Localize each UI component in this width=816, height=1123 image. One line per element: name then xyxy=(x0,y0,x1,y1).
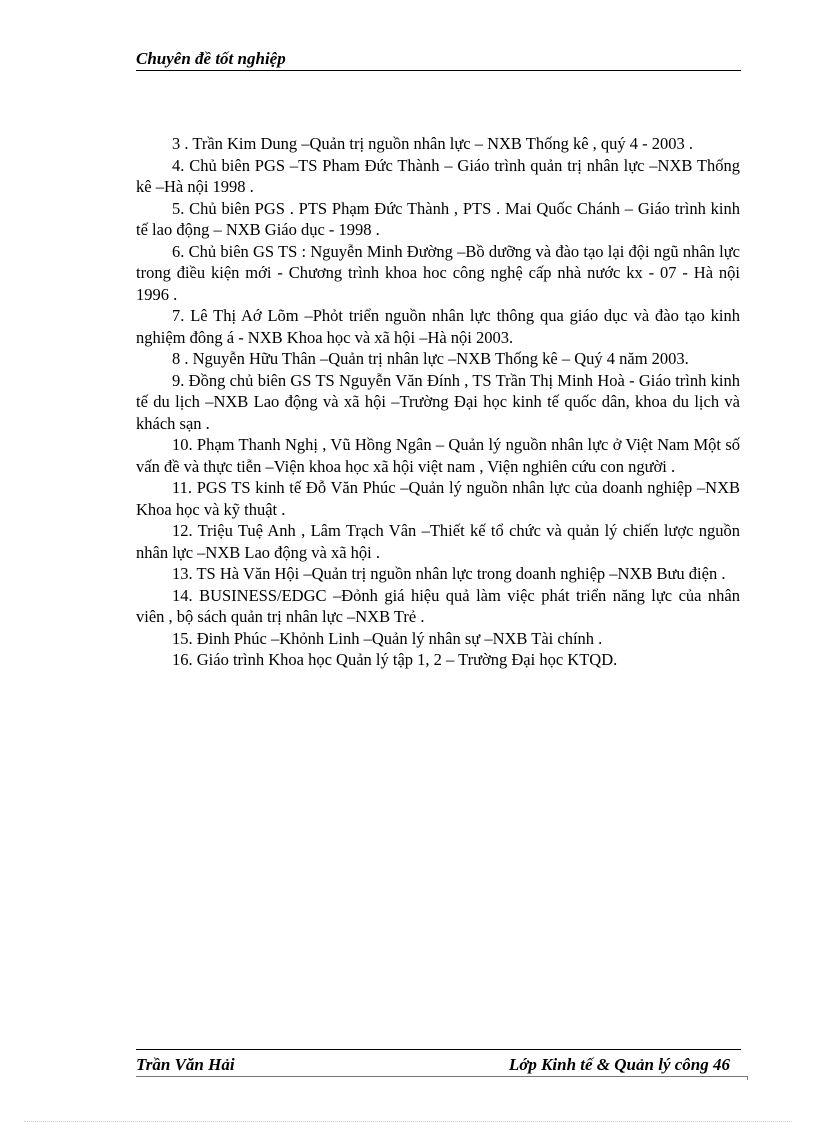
footer-border-shadow xyxy=(136,1076,748,1080)
header-title: Chuyên đề tốt nghiệp xyxy=(136,49,286,68)
reference-item-7: 7. Lê Thị Aớ Lõm –Phỏt triển nguồn nhân lực thông qua giáo dục và đào tạo kinh nghiệm đông á - NXB Khoa học và xã hội –Hà nội 2003. xyxy=(136,306,740,347)
reference-item-9: 9. Đồng chủ biên GS TS Nguyễn Văn Đính , TS Trần Thị Minh Hoà - Giáo trình kinh tế du lịch –NXB Lao động và xã hội –Trường Đại học kinh tế quốc dân, khoa du lịch và khách sạn . xyxy=(136,370,740,433)
footer-rule xyxy=(136,1049,741,1050)
reference-item-14: 14. BUSINESS/EDGC –Đỏnh giá hiệu quả làm việc phát triển năng lực của nhân viên , bộ sách quản trị nhân lực –NXB Trẻ . xyxy=(136,585,740,626)
page-header xyxy=(136,47,740,71)
page-bottom-divider xyxy=(24,1121,792,1122)
reference-item-11: 11. PGS TS kinh tế Đỗ Văn Phúc –Quản lý nguồn nhân lực của doanh nghiệp –NXB Khoa học và kỹ thuật . xyxy=(136,478,740,519)
header-rule xyxy=(136,70,741,71)
footer-class-label: Lớp Kinh tế & Quản lý công 46 xyxy=(508,1055,730,1074)
footer-author: Trần Văn Hải xyxy=(136,1055,235,1074)
reference-item-6: 6. Chủ biên GS TS : Nguyễn Minh Đường –Bồ dưỡng và đào tạo lại đội ngũ nhân lực trong điều kiện mới - Chương trình khoa hoc công nghệ cấp nhà nước kx - 07 - Hà nội 1996 . xyxy=(136,241,740,304)
reference-item-15: 15. Đinh Phúc –Khỏnh Linh –Quản lý nhân sự –NXB Tài chính . xyxy=(172,628,603,648)
reference-list xyxy=(136,133,740,671)
reference-item-16: 16. Giáo trình Khoa học Quản lý tập 1, 2 – Trường Đại học KTQD. xyxy=(172,650,618,669)
reference-item-3: 3 . Trần Kim Dung –Quản trị nguồn nhân lực – NXB Thống kê , quý 4 - 2003 . xyxy=(172,134,694,153)
reference-item-10: 10. Phạm Thanh Nghị , Vũ Hồng Ngân – Quản lý nguồn nhân lực ở Việt Nam Một số vấn đề và thực tiễn –Viện khoa học xã hội việt nam , Viện nghiên cứu con người . xyxy=(136,435,740,476)
reference-item-4: 4. Chủ biên PGS –TS Pham Đức Thành – Giáo trình quản trị nhân lực –NXB Thống kê –Hà nội 1998 . xyxy=(136,155,740,196)
reference-item-13: 13. TS Hà Văn Hội –Quản trị nguồn nhân lực trong doanh nghiệp –NXB Bưu điện . xyxy=(172,564,726,583)
reference-item-12: 12. Triệu Tuệ Anh , Lâm Trạch Vân –Thiết kế tổ chức và quản lý chiến lược nguồn nhân lực –NXB Lao động và xã hội . xyxy=(136,521,740,562)
reference-item-8: 8 . Nguyễn Hữu Thân –Quản trị nhân lực –NXB Thống kê – Quý 4 năm 2003. xyxy=(172,349,689,368)
reference-item-5: 5. Chủ biên PGS . PTS Phạm Đức Thành , PTS . Mai Quốc Chánh – Giáo trình kinh tế lao động – NXB Giáo dục - 1998 . xyxy=(136,198,740,239)
